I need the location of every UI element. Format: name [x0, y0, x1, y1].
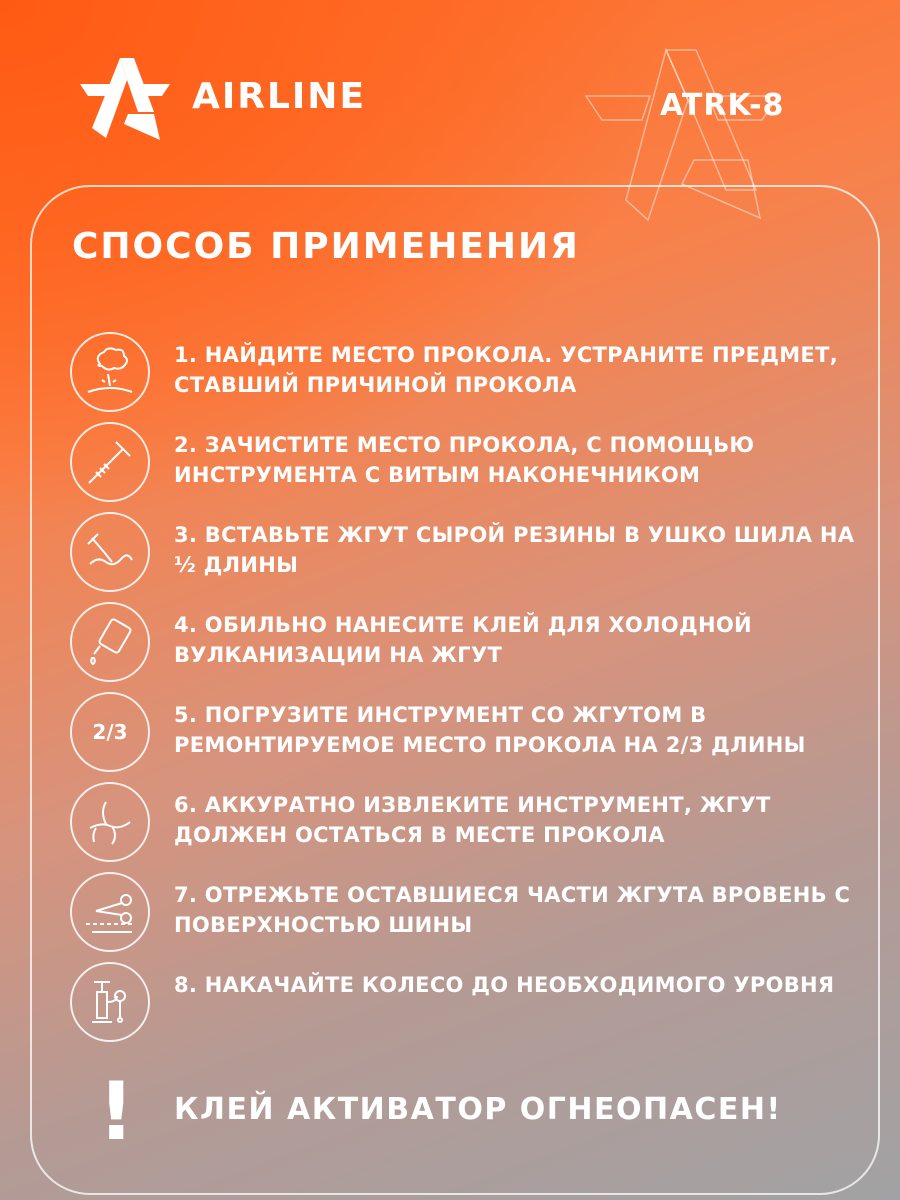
- scissors-icon: [70, 872, 150, 952]
- puncture-icon: [70, 332, 150, 412]
- two-thirds-icon: [70, 692, 150, 772]
- step-text: 8. НАКАЧАЙТЕ КОЛЕСО ДО НЕОБХОДИМОГО УРОВНЯ: [174, 973, 835, 997]
- two-thirds-label: 2/3: [92, 720, 128, 744]
- step-item: [70, 332, 870, 416]
- step-item: [70, 782, 870, 866]
- step-text: 6. АККУРАТНО ИЗВЛЕКИТЕ ИНСТРУМЕНТ, ЖГУТ ДОЛЖЕН ОСТАТЬСЯ В МЕСТЕ ПРОКОЛА: [174, 793, 771, 847]
- step-text: 5. ПОГРУЗИТЕ ИНСТРУМЕНТ СО ЖГУТОМ В РЕМОНТИРУЕМОЕ МЕСТО ПРОКОЛА НА 2/3 ДЛИНЫ: [174, 703, 806, 757]
- airline-logo-icon: [80, 56, 170, 142]
- step-item: [70, 512, 870, 596]
- awl-cord-icon: [70, 512, 150, 592]
- header: [0, 0, 900, 170]
- step-text: 1. НАЙДИТЕ МЕСТО ПРОКОЛА. УСТРАНИТЕ ПРЕДМЕТ, СТАВШИЙ ПРИЧИНОЙ ПРОКОЛА: [174, 343, 838, 397]
- warning-text: КЛЕЙ АКТИВАТОР ОГНЕОПАСЕН!: [174, 1092, 782, 1127]
- step-item: [70, 602, 870, 686]
- step-text: 4. ОБИЛЬНО НАНЕСИТЕ КЛЕЙ ДЛЯ ХОЛОДНОЙ ВУЛКАНИЗАЦИИ НА ЖГУТ: [174, 613, 752, 667]
- warning-icon: !: [98, 1065, 135, 1158]
- model-code: ATRK-8: [660, 88, 785, 123]
- step-item: [70, 692, 870, 776]
- screw-tool-icon: [70, 422, 150, 502]
- step-item: [70, 872, 870, 956]
- step-item: [70, 962, 870, 1046]
- step-text: 2. ЗАЧИСТИТЕ МЕСТО ПРОКОЛА, С ПОМОЩЬЮ ИНСТРУМЕНТА С ВИТЫМ НАКОНЕЧНИКОМ: [174, 433, 755, 487]
- brand-name: AIRLINE: [192, 76, 367, 117]
- step-text: 3. ВСТАВЬТЕ ЖГУТ СЫРОЙ РЕЗИНЫ В УШКО ШИЛА НА ½ ДЛИНЫ: [174, 523, 855, 577]
- step-text: 7. ОТРЕЖЬТЕ ОСТАВШИЕСЯ ЧАСТИ ЖГУТА ВРОВЕНЬ С ПОВЕРХНОСТЬЮ ШИНЫ: [174, 883, 851, 937]
- step-item: [70, 422, 870, 506]
- glue-tube-icon: [70, 602, 150, 682]
- pump-icon: [70, 962, 150, 1042]
- cord-in-tire-icon: [70, 782, 150, 862]
- page-title: СПОСОБ ПРИМЕНЕНИЯ: [72, 226, 580, 267]
